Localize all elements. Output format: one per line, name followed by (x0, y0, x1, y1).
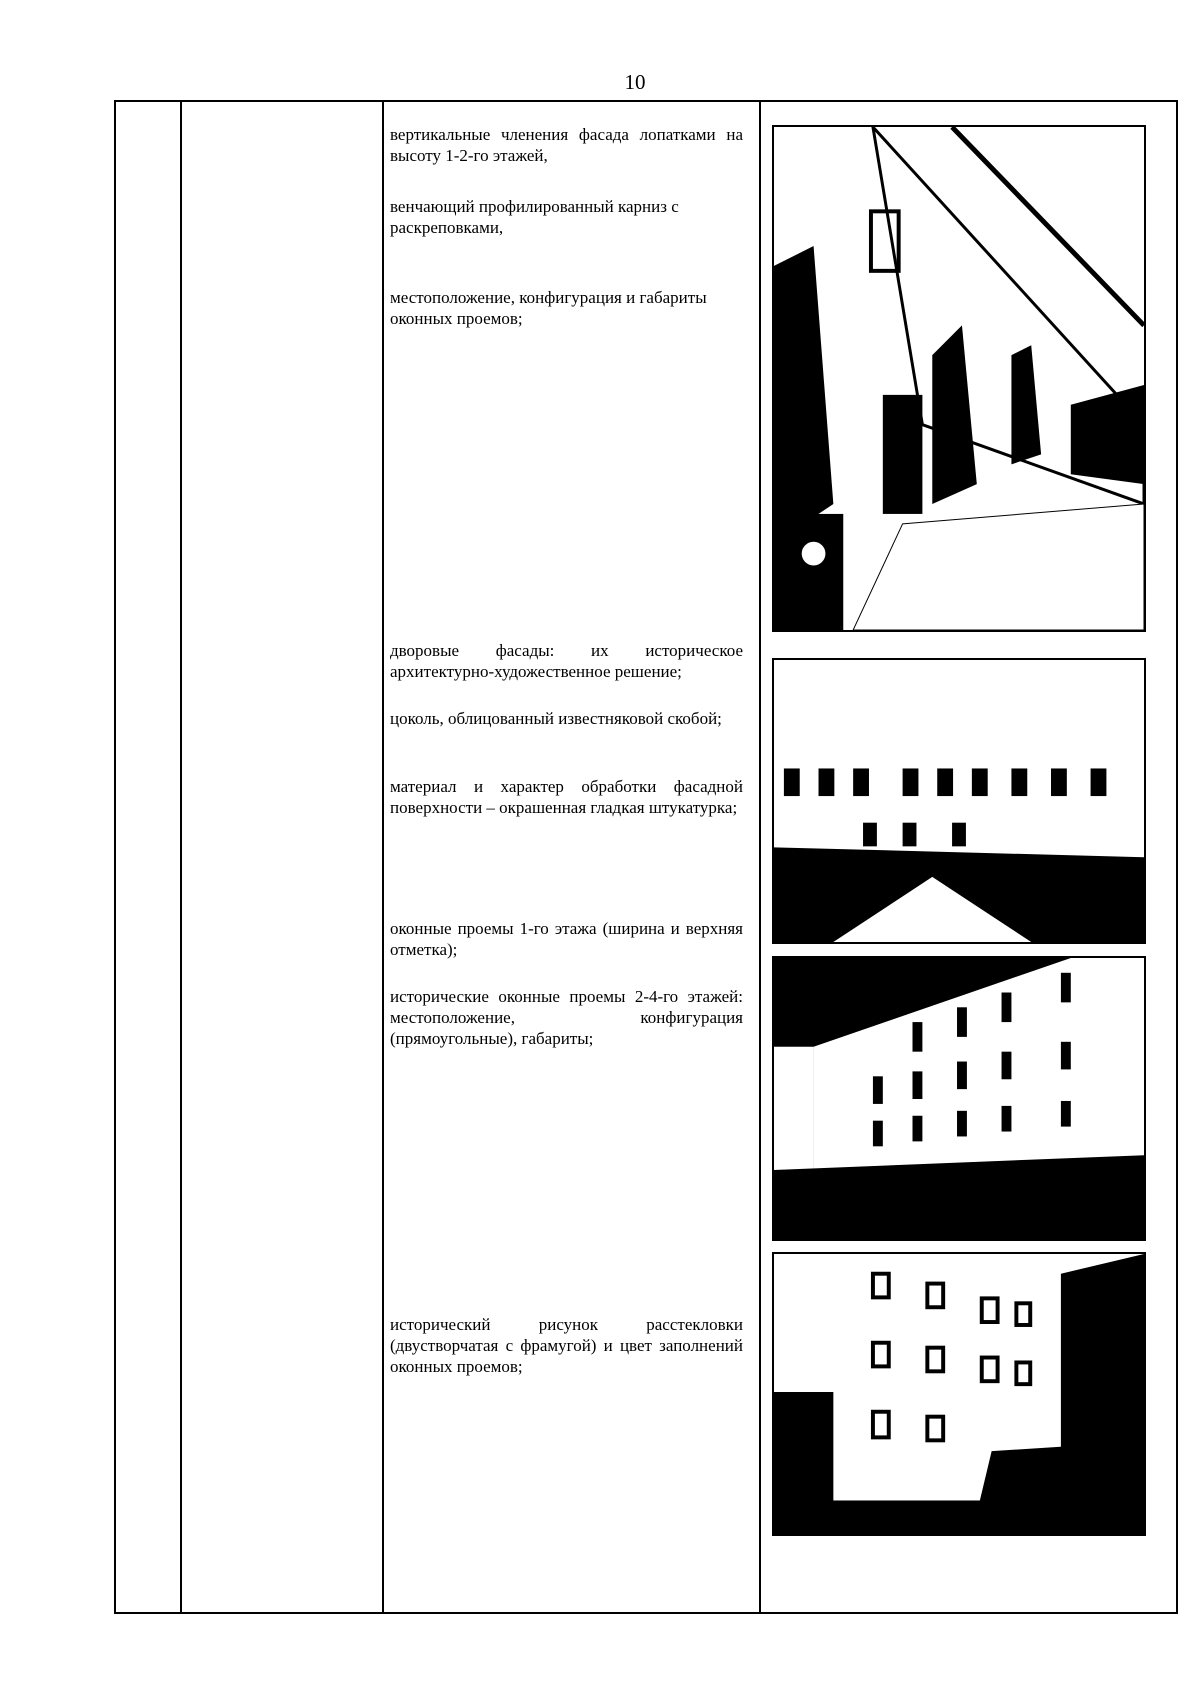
item-text-window-layout: местоположение, конфигурация и габариты оконных проемов; (390, 288, 707, 328)
item-text-ground-floor-windows: оконные проемы 1-го этажа (ширина и верхняя отметка); (390, 919, 743, 959)
column-divider-1 (180, 102, 182, 1612)
item-text-cornice: венчающий профилированный карниз с раскреповками, (390, 197, 679, 237)
courtyard-photo-2 (772, 658, 1146, 944)
item-text-glazing-pattern: исторический рисунок расстекловки (двустворчатая с фрамугой) и цвет заполнений оконных проемов; (390, 1315, 743, 1376)
item-text-facade-surface: материал и характер обработки фасадной поверхности – окрашенная гладкая штукатурка; (390, 777, 743, 817)
item-text-plinth: цоколь, облицованный известняковой скобой; (390, 709, 722, 728)
column-divider-3 (759, 102, 761, 1612)
item-text-vertical-divisions: вертикальные членения фасада лопатками на высоту 1-2-го этажей, (390, 125, 743, 165)
item-text-upper-floor-windows: исторические оконные проемы 2-4-го этажей: местоположение, конфигурация (прямоугольные), габариты; (390, 987, 743, 1048)
page-number: 10 (624, 70, 646, 94)
facade-photo-4 (772, 1252, 1146, 1536)
facade-photo-1 (772, 125, 1146, 632)
column-divider-2 (382, 102, 384, 1612)
facade-photo-3 (772, 956, 1146, 1241)
item-text-courtyard-facades: дворовые фасады: их историческое архитектурно-художественное решение; (390, 641, 743, 681)
